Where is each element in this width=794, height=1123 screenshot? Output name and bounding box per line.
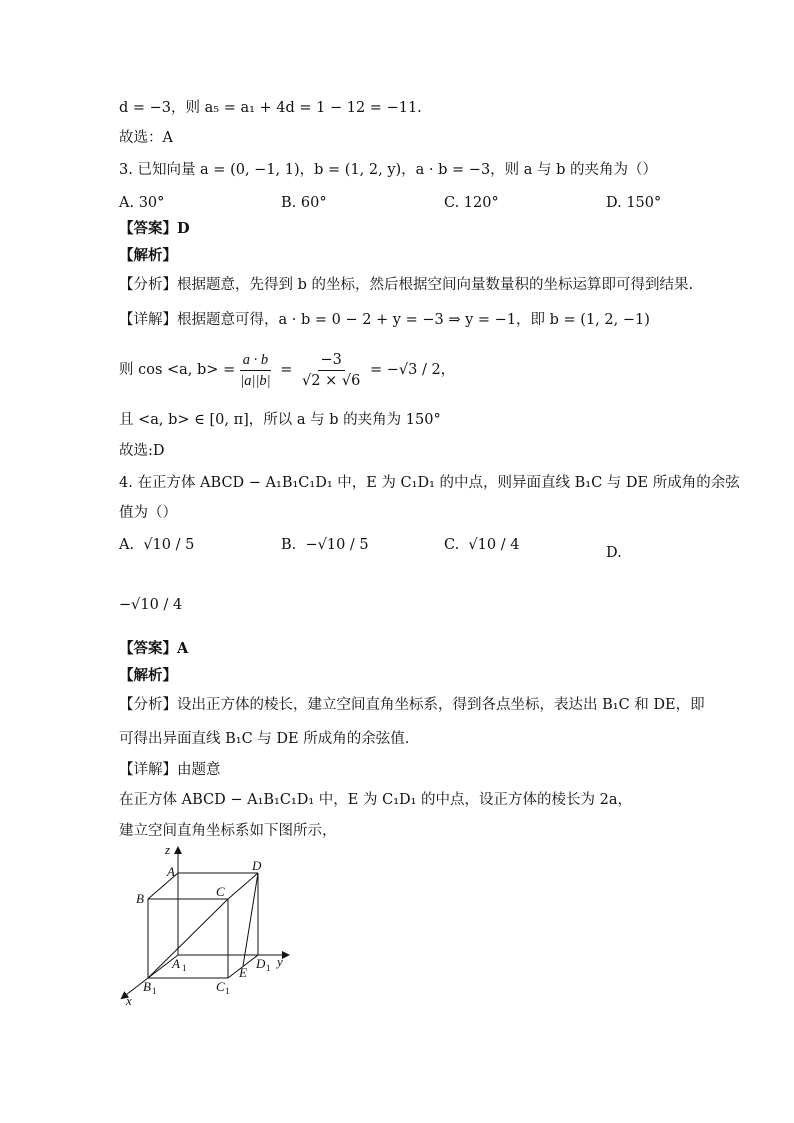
q3-fenxi [119, 275, 693, 295]
q3-jiexi-heading [119, 246, 177, 266]
q4-option-d-label-wrap [606, 543, 622, 563]
label-B: B [136, 891, 144, 906]
q4-fenxi-line1 [119, 695, 705, 715]
q4-option-a-label: A. [119, 537, 135, 553]
q3-cos-formula: 则 cos <a, b> = $\frac{a \cdot b}{|a||b|}$ = $\frac{-3}{√2 \times √6}$ = −√3 / 2， [119, 351, 456, 389]
q4-fenxi-text1: 【分析】设出正方体的棱长，建立空间直角坐标系，得到各点坐标，表达出 B₁C 和 DE，即 [119, 697, 705, 713]
label-C: C [216, 884, 225, 899]
prev-pick [119, 128, 173, 148]
q3-cos-result: = −√3 / 2， [369, 362, 456, 378]
q4-xiangjie [119, 760, 221, 780]
q3-cos-mid-numerator: −3 [318, 351, 345, 371]
prev-pick-text: 故选：A [119, 130, 173, 146]
q3-option-a [119, 193, 164, 213]
label-B1-sub: 1 [152, 986, 157, 996]
q4-body-line2 [119, 821, 337, 841]
prev-solution-line [119, 98, 422, 118]
q4-option-c-label: C. [444, 537, 460, 553]
q3-fenxi-text: 【分析】根据题意，先得到 b 的坐标，然后根据空间向量数量积的坐标运算即可得到结果. [119, 277, 694, 293]
label-D1: D [256, 956, 266, 971]
q3-answer-text: 【答案】D [119, 220, 190, 237]
q4-option-b-value: −√10 / 5 [305, 537, 369, 553]
q4-answer-text: 【答案】A [119, 640, 189, 657]
q4-body-line1 [119, 790, 632, 810]
q3-cos-mid-denominator: √2 × √6 [302, 372, 361, 389]
q4-option-b-label: B. [281, 537, 297, 553]
q3-answer [119, 219, 190, 239]
q4-stem-text1: 4. 在正方体 ABCD − A₁B₁C₁D₁ 中，E 为 C₁D₁ 的中点，则异面直线 B₁C 与 DE 所成角的余弦 [119, 475, 740, 491]
label-C1-sub: 1 [225, 986, 230, 996]
q3-pick-text: 故选:D [119, 443, 165, 459]
q4-option-d-label: D. [606, 545, 622, 561]
edge-D-C [228, 873, 258, 899]
q3-xiangjie-text: 【详解】根据题意可得，a · b = 0 − 2 + y = −3 ⇒ y = −1，即 b = (1, 2, −1) [119, 312, 650, 328]
label-A1-sub: 1 [182, 963, 187, 973]
q4-jiexi-text: 【解析】 [119, 667, 177, 684]
q3-cos-mid-fraction [299, 351, 363, 390]
q3-option-b [281, 193, 327, 213]
q4-body-text2: 建立空间直角坐标系如下图所示， [119, 823, 337, 839]
q3-pick [119, 441, 165, 461]
q4-jiexi-heading [119, 666, 177, 686]
q3-option-d [606, 193, 661, 213]
label-z: z [165, 842, 171, 857]
q4-fenxi-line2 [119, 729, 409, 749]
label-B1: B [143, 979, 151, 994]
q4-option-c-value: √10 / 4 [468, 537, 520, 553]
q4-fenxi-text2: 可得出异面直线 B₁C 与 DE 所成角的余弦值. [119, 731, 410, 747]
q4-option-a-value: √10 / 5 [143, 537, 195, 553]
q4-stem-line2 [119, 503, 177, 523]
q4-stem-line1 [119, 473, 740, 493]
q4-option-d [119, 595, 182, 615]
q3-stem-text: 3. 已知向量 a = (0, −1, 1)，b = (1, 2, y)，a · b = −3，则 a 与 b 的夹角为（） [119, 162, 658, 178]
q4-xiangjie-text: 【详解】由题意 [119, 762, 221, 778]
label-E: E [239, 965, 247, 980]
label-C1: C [216, 979, 225, 994]
q3-option-b-text: B. 60° [281, 195, 327, 211]
segment-D-E [243, 873, 258, 966]
label-D1-sub: 1 [266, 963, 271, 973]
cube-coordinate-figure [110, 840, 310, 1010]
q4-stem-text2: 值为（） [119, 505, 177, 521]
q4-body-text1: 在正方体 ABCD − A₁B₁C₁D₁ 中，E 为 C₁D₁ 的中点，设正方体的棱长为 2a， [119, 792, 633, 808]
q4-option-b [281, 535, 369, 555]
q3-cos-prefix: 则 cos <a, b> = [119, 362, 236, 378]
prev-solution-text: d = −3，则 a₅ = a₁ + 4d = 1 − 12 = −11. [119, 100, 422, 116]
q4-option-d-value: −√10 / 4 [119, 597, 183, 613]
label-A1: A [172, 956, 180, 971]
q3-jiexi-text: 【解析】 [119, 247, 177, 264]
label-x: x [126, 993, 132, 1008]
q3-option-c [444, 193, 499, 213]
segment-B1-C [148, 899, 228, 978]
label-A: A [167, 864, 175, 879]
label-y: y [277, 954, 283, 969]
q3-cos-denominator: |a||b| [240, 372, 271, 389]
q3-range [119, 410, 441, 430]
q3-stem [119, 160, 657, 180]
q3-option-d-text: D. 150° [606, 195, 662, 211]
q3-range-text: 且 <a, b> ∈ [0, π]，所以 a 与 b 的夹角为 150° [119, 412, 441, 428]
q3-cos-fraction [237, 351, 273, 390]
q3-xiangjie [119, 310, 650, 330]
q4-option-a [119, 535, 194, 555]
label-D: D [252, 858, 262, 873]
q4-answer [119, 639, 188, 659]
q3-option-c-text: C. 120° [444, 195, 499, 211]
q3-option-a-text: A. 30° [119, 195, 165, 211]
q3-cos-numerator: a · b [240, 351, 271, 371]
q4-option-c [444, 535, 519, 555]
